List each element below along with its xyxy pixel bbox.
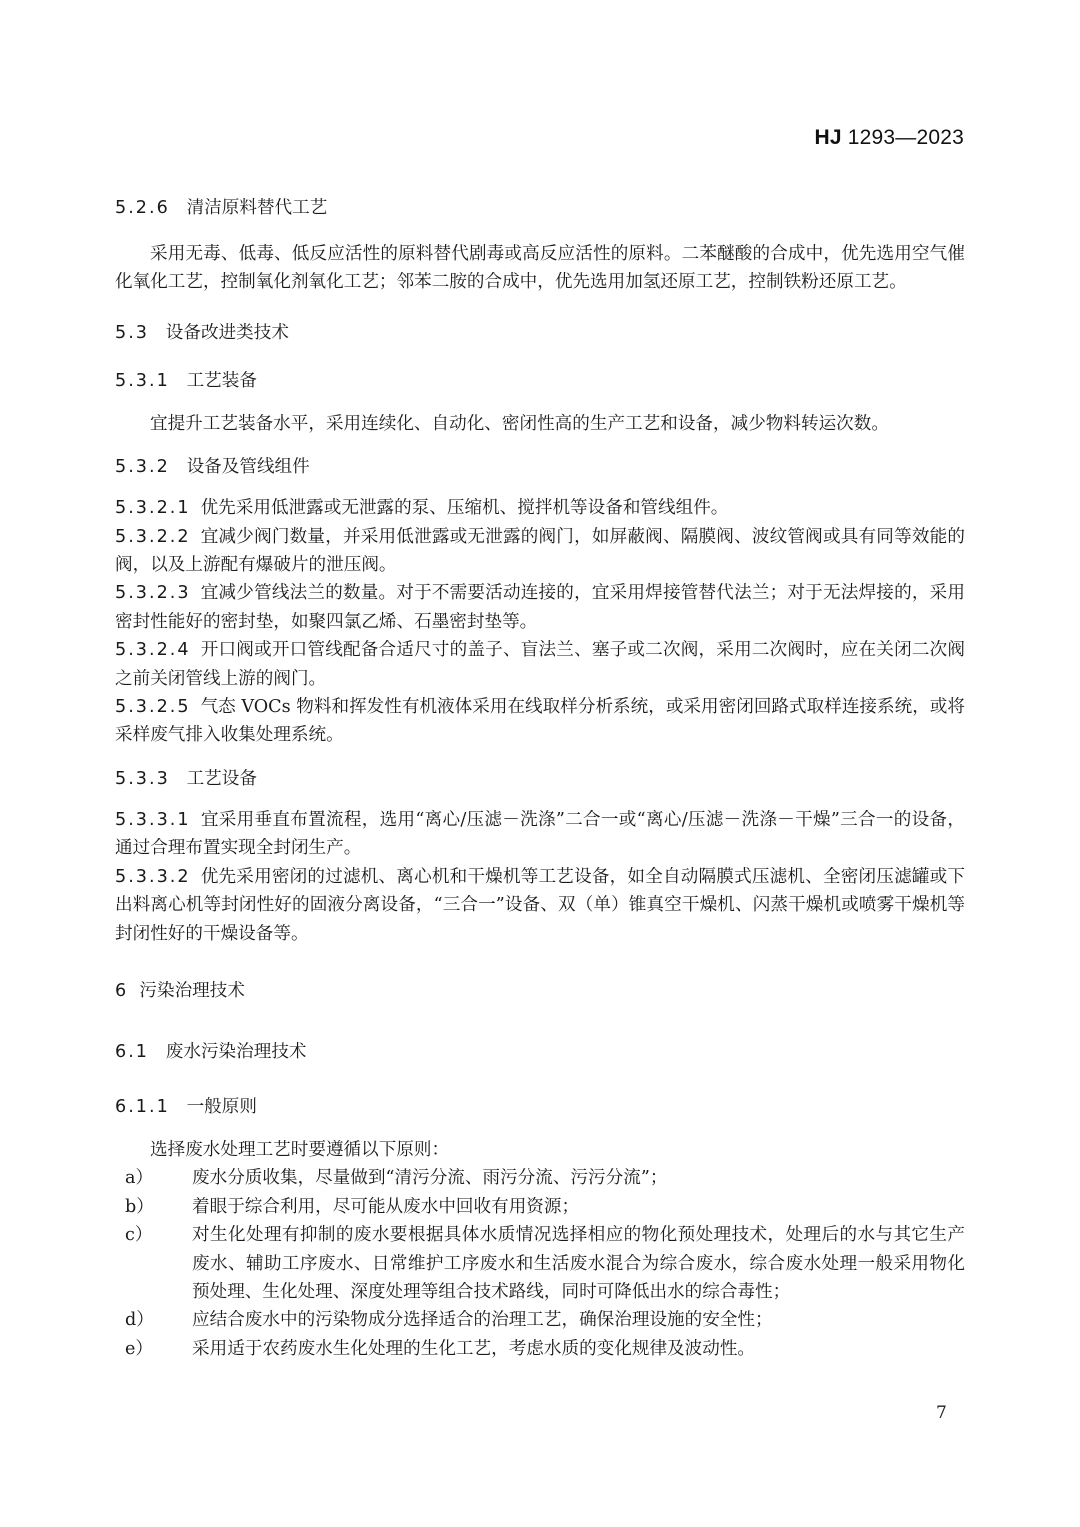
clause-text: 优先采用密闭的过滤机、离心机和干燥机等工艺设备，如全自动隔膜式压滤机、全密闭压滤罐或下出料离心机等封闭性好的固液分离设备，“三合一”设备、双（单）锥真空干燥机、闪蒸干燥机或喷雾干燥机等封闭性好的干燥设备等。 bbox=[115, 866, 965, 944]
section-title: 废水污染治理技术 bbox=[165, 1041, 307, 1062]
clause-5-3-3-2 bbox=[115, 863, 965, 948]
section-number: 5.3.3 bbox=[115, 768, 170, 789]
heading-6-1-1 bbox=[115, 1092, 965, 1122]
clause-text: 开口阀或开口管线配备合适尺寸的盖子、盲法兰、塞子或二次阀，采用二次阀时，应在关闭二次阀之前关闭管线上游的阀门。 bbox=[115, 640, 965, 689]
clause-5-3-2-2 bbox=[115, 523, 965, 580]
section-title: 一般原则 bbox=[186, 1096, 257, 1117]
section-title: 工艺设备 bbox=[186, 768, 257, 789]
clause-5-3-2-3 bbox=[115, 579, 965, 636]
list-item bbox=[115, 1164, 965, 1192]
standard-code-header bbox=[814, 126, 964, 150]
page-number: 7 bbox=[936, 1403, 947, 1423]
section-number: 5.3.2 bbox=[115, 457, 170, 478]
heading-5-3-1 bbox=[115, 366, 965, 396]
document-body bbox=[115, 193, 965, 1363]
list-marker: c） bbox=[125, 1225, 153, 1246]
section-number: 6.1 bbox=[115, 1041, 149, 1062]
paragraph-5-3-1: 宜提升工艺装备水平，采用连续化、自动化、密闭性高的生产工艺和设备，减少物料转运次数。 bbox=[150, 413, 889, 434]
clause-text: 气态 VOCs 物料和挥发性有机液体采用在线取样分析系统，或采用密闭回路式取样连接系统，或将采样废气排入收集处理系统。 bbox=[115, 697, 965, 746]
clause-5-3-2-5 bbox=[115, 693, 965, 750]
list-marker: e） bbox=[125, 1338, 154, 1359]
section-number: 5.3 bbox=[115, 322, 149, 343]
section-number: 5.2.6 bbox=[115, 198, 170, 218]
section-number: 6.1.1 bbox=[115, 1096, 170, 1117]
list-marker: d） bbox=[125, 1310, 154, 1331]
list-item bbox=[115, 1335, 965, 1363]
clause-number: 5.3.3.2 bbox=[115, 866, 191, 887]
heading-5-3 bbox=[115, 318, 965, 348]
section-number: 5.3.1 bbox=[115, 370, 170, 391]
standard-prefix: HJ bbox=[814, 126, 842, 149]
heading-5-2-6 bbox=[115, 193, 965, 223]
paragraph-5-2-6: 采用无毒、低毒、低反应活性的原料替代剧毒或高反应活性的原料。二苯醚酸的合成中，优先选用空气催化氧化工艺，控制氧化剂氧化工艺；邻苯二胺的合成中，优先选用加氢还原工艺，控制铁粉还原工艺。 bbox=[115, 244, 965, 293]
clause-text: 宜减少管线法兰的数量。对于不需要活动连接的，宜采用焊接管替代法兰；对于无法焊接的，采用密封性能好的密封垫，如聚四氯乙烯、石墨密封垫等。 bbox=[115, 583, 965, 632]
standard-number: 1293—2023 bbox=[847, 126, 964, 149]
list-text: 废水分质收集，尽量做到“清污分流、雨污分流、污污分流”； bbox=[192, 1168, 668, 1189]
list-item bbox=[115, 1193, 965, 1221]
list-marker: a） bbox=[125, 1168, 154, 1189]
clause-number: 5.3.3.1 bbox=[115, 809, 191, 830]
clause-number: 5.3.2.5 bbox=[115, 697, 191, 718]
clause-5-3-2-4 bbox=[115, 636, 965, 693]
heading-5-3-3 bbox=[115, 764, 965, 794]
section-title: 污染治理技术 bbox=[139, 980, 245, 1001]
clause-text: 宜减少阀门数量，并采用低泄露或无泄露的阀门，如屏蔽阀、隔膜阀、波纹管阀或具有同等效能的阀，以及上游配有爆破片的泄压阀。 bbox=[115, 526, 965, 576]
clause-number: 5.3.2.1 bbox=[115, 498, 191, 519]
clause-number: 5.3.2.2 bbox=[115, 526, 191, 547]
list-text: 应结合废水中的污染物成分选择适合的治理工艺，确保治理设施的安全性； bbox=[192, 1310, 773, 1331]
list-text: 着眼于综合利用，尽可能从废水中回收有用资源； bbox=[192, 1196, 580, 1217]
heading-6 bbox=[115, 976, 965, 1006]
clause-text: 宜采用垂直布置流程，选用“离心/压滤－洗涤”二合一或“离心/压滤－洗涤－干燥”三合一的设备，通过合理布置实现全封闭生产。 bbox=[115, 809, 965, 859]
section-number: 6 bbox=[115, 980, 129, 1001]
section-title: 设备改进类技术 bbox=[165, 322, 289, 343]
clause-text: 优先采用低泄露或无泄露的泵、压缩机、搅拌机等设备和管线组件。 bbox=[200, 498, 729, 519]
principles-intro: 选择废水处理工艺时要遵循以下原则： bbox=[150, 1139, 450, 1160]
clause-number: 5.3.2.4 bbox=[115, 640, 191, 661]
list-marker: b） bbox=[125, 1196, 154, 1217]
clause-5-3-3-1 bbox=[115, 806, 965, 863]
list-item bbox=[115, 1306, 965, 1334]
clause-number: 5.3.2.3 bbox=[115, 583, 191, 604]
clause-5-3-2-1 bbox=[115, 494, 965, 522]
list-text: 对生化处理有抑制的废水要根据具体水质情况选择相应的物化预处理技术，处理后的水与其它生产废水、辅助工序废水、日常维护工序废水和生活废水混合为综合废水，综合废水处理一般采用物化预处理、生化处理、深度处理等组合技术路线，同时可降低出水的综合毒性； bbox=[192, 1225, 965, 1302]
section-title: 清洁原料替代工艺 bbox=[186, 198, 328, 218]
section-title: 工艺装备 bbox=[186, 370, 257, 391]
list-text: 采用适于农药废水生化处理的生化工艺，考虑水质的变化规律及波动性。 bbox=[192, 1338, 756, 1359]
list-item bbox=[115, 1221, 965, 1306]
heading-6-1 bbox=[115, 1037, 965, 1067]
section-title: 设备及管线组件 bbox=[186, 457, 310, 478]
heading-5-3-2 bbox=[115, 452, 965, 482]
